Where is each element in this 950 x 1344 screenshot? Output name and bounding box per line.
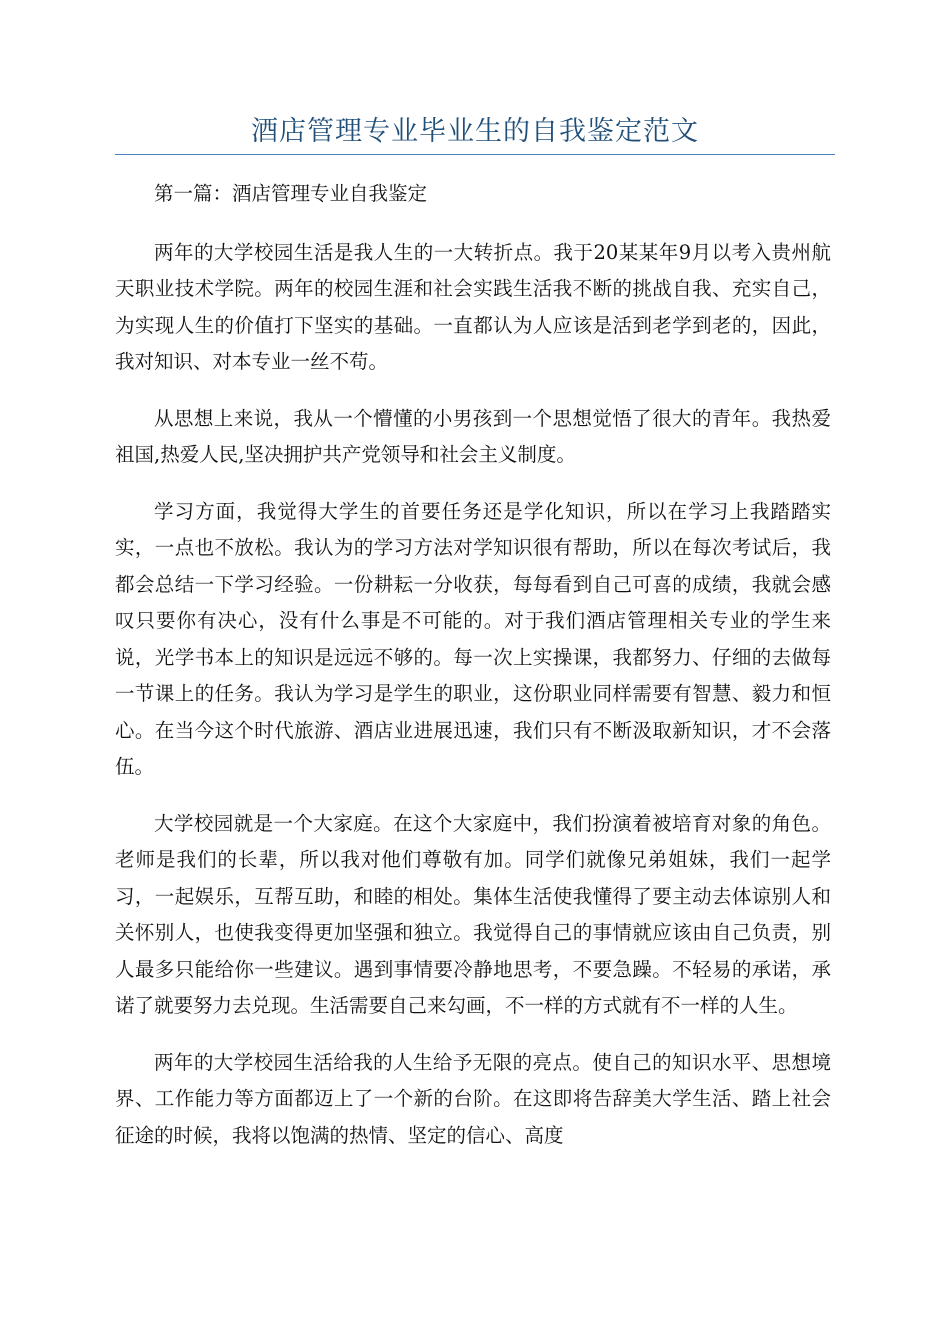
document-body: [115, 176, 831, 1174]
section-heading: 第一篇：酒店管理专业自我鉴定: [154, 182, 428, 205]
document-title: 酒店管理专业毕业生的自我鉴定范文: [251, 116, 699, 147]
paragraph: 大学校园就是一个大家庭。在这个大家庭中，我们扮演着被培育对象的角色。老师是我们的长辈，所以我对他们尊敬有加。同学们就像兄弟姐妹，我们一起学习，一起娱乐，互帮互助，和睦的相处。集体生活使我懂得了要主动去体谅别人和关怀别人，也使我变得更加坚强和独立。我觉得自己的事情就应该由自己负责，别人最多只能给你一些建议。遇到事情要冷静地思考，不要急躁。不轻易的承诺，承诺了就要努力去兑现。生活需要自己来勾画，不一样的方式就有不一样的人生。: [115, 811, 831, 1017]
title-underline: [115, 154, 835, 155]
paragraph: 两年的大学校园生活是我人生的一大转折点。我于20某某年9月以考入贵州航天职业技术学院。两年的校园生涯和社会实践生活我不断的挑战自我、充实自己，为实现人生的价值打下坚实的基础。一直都认为人应该是活到老学到老的，因此，我对知识、对本专业一丝不苟。: [115, 240, 831, 373]
paragraph: 学习方面，我觉得大学生的首要任务还是学化知识，所以在学习上我踏踏实实，一点也不放松。我认为的学习方法对学知识很有帮助，所以在每次考试后，我都会总结一下学习经验。一份耕耘一分收获，每每看到自己可喜的成绩，我就会感叹只要你有决心，没有什么事是不可能的。对于我们酒店管理相关专业的学生来说，光学书本上的知识是远远不够的。每一次上实操课，我都努力、仔细的去做每一节课上的任务。我认为学习是学生的职业，这份职业同样需要有智慧、毅力和恒心。在当今这个时代旅游、酒店业进展迅速，我们只有不断汲取新知识，才不会落伍。: [115, 499, 831, 778]
paragraph: 两年的大学校园生活给我的人生给予无限的亮点。使自己的知识水平、思想境界、工作能力等方面都迈上了一个新的台阶。在这即将告辞美大学生活、踏上社会征途的时候，我将以饱满的热情、坚定的信心、高度: [115, 1050, 831, 1147]
paragraph: 从思想上来说，我从一个懵懂的小男孩到一个思想觉悟了很大的青年。我热爱祖国,热爱人民,坚决拥护共产党领导和社会主义制度。: [115, 406, 831, 466]
